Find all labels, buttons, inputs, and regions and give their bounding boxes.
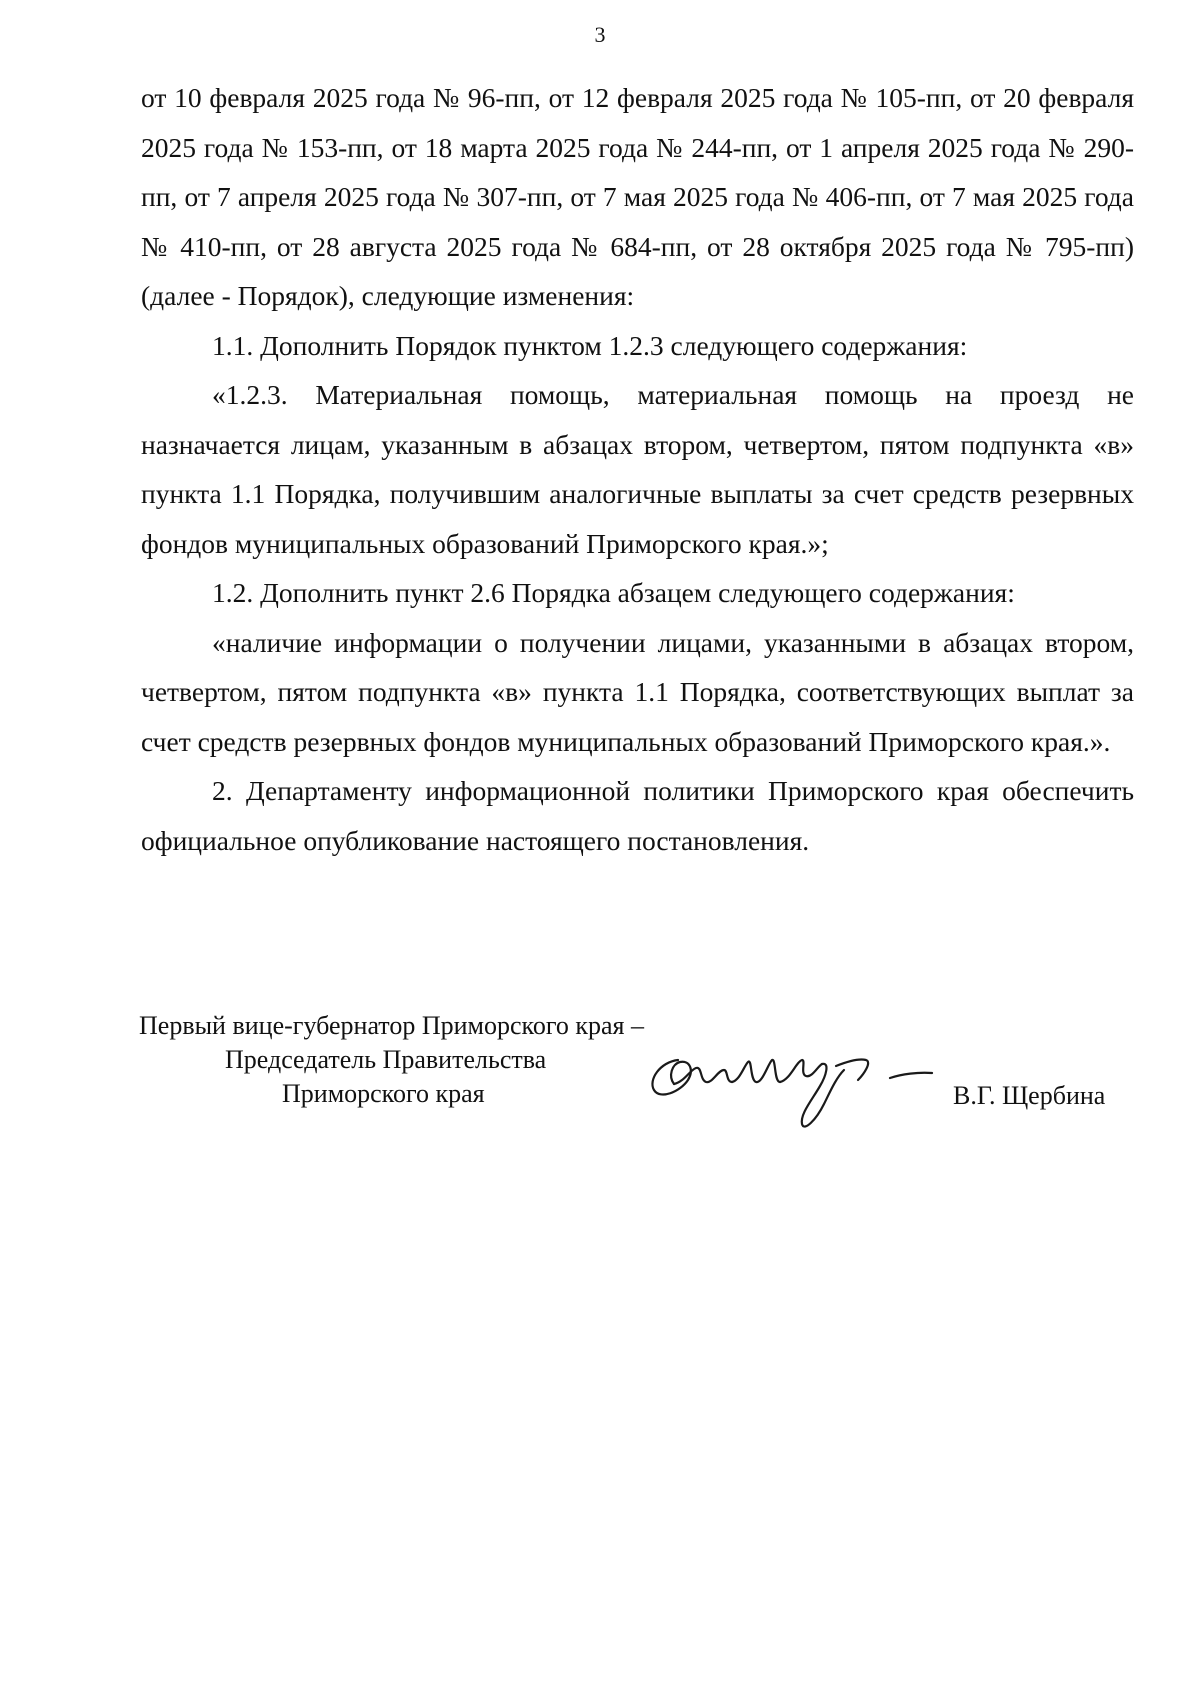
paragraph-item-1-2-3-text: «1.2.3. Материальная помощь, материальная помощь на проезд не назначается лицам, указанным в абзацах втором, четвертом, пятом подпункта «в» пункта 1.1 Порядка, получившим аналогичные выплаты за счет средств резервных фондов муниципальных образований Приморского края.»; <box>141 379 1134 559</box>
signature-block <box>0 1010 1200 1150</box>
signatory-position-line1: Первый вице-губернатор Приморского края – <box>139 1011 644 1040</box>
paragraph-item-2: 2. Департаменту информационной политики Приморского края обеспечить официальное опубликование настоящего постановления. <box>141 775 1134 856</box>
signatory-position-line2: Председатель Правительства <box>225 1045 547 1074</box>
handwritten-signature <box>640 1040 950 1135</box>
signatory-name: В.Г. Щербина <box>953 1081 1106 1110</box>
paragraph-amendment-list: от 10 февраля 2025 года № 96-пп, от 12 февраля 2025 года № 105-пп, от 20 февраля 2025 года № 153-пп, от 18 марта 2025 года № 244-пп, от 1 апреля 2025 года № 290-пп, от 7 апреля 2025 года № 307-пп, от 7 мая 2025 года № 406-пп, от 7 мая 2025 года № 410-пп, от 28 августа 2025 года № 684-пп, от 28 октября 2025 года № 795-пп) (далее - Порядок), следующие изменения: <box>141 82 1134 311</box>
paragraph-item-1-2: 1.2. Дополнить пункт 2.6 Порядка абзацем следующего содержания: <box>212 577 1015 608</box>
signatory-position-line3: Приморского края <box>282 1079 485 1108</box>
page-number: 3 <box>594 22 606 47</box>
document-body <box>141 73 1134 865</box>
paragraph-item-2-6-text: «наличие информации о получении лицами, указанными в абзацах втором, четвертом, пятом подпункта «в» пункта 1.1 Порядка, соответствующих выплат за счет средств резервных фондов муниципальных образований Приморского края.». <box>141 626 1134 757</box>
paragraph-item-1-1: 1.1. Дополнить Порядок пунктом 1.2.3 следующего содержания: <box>212 329 968 361</box>
